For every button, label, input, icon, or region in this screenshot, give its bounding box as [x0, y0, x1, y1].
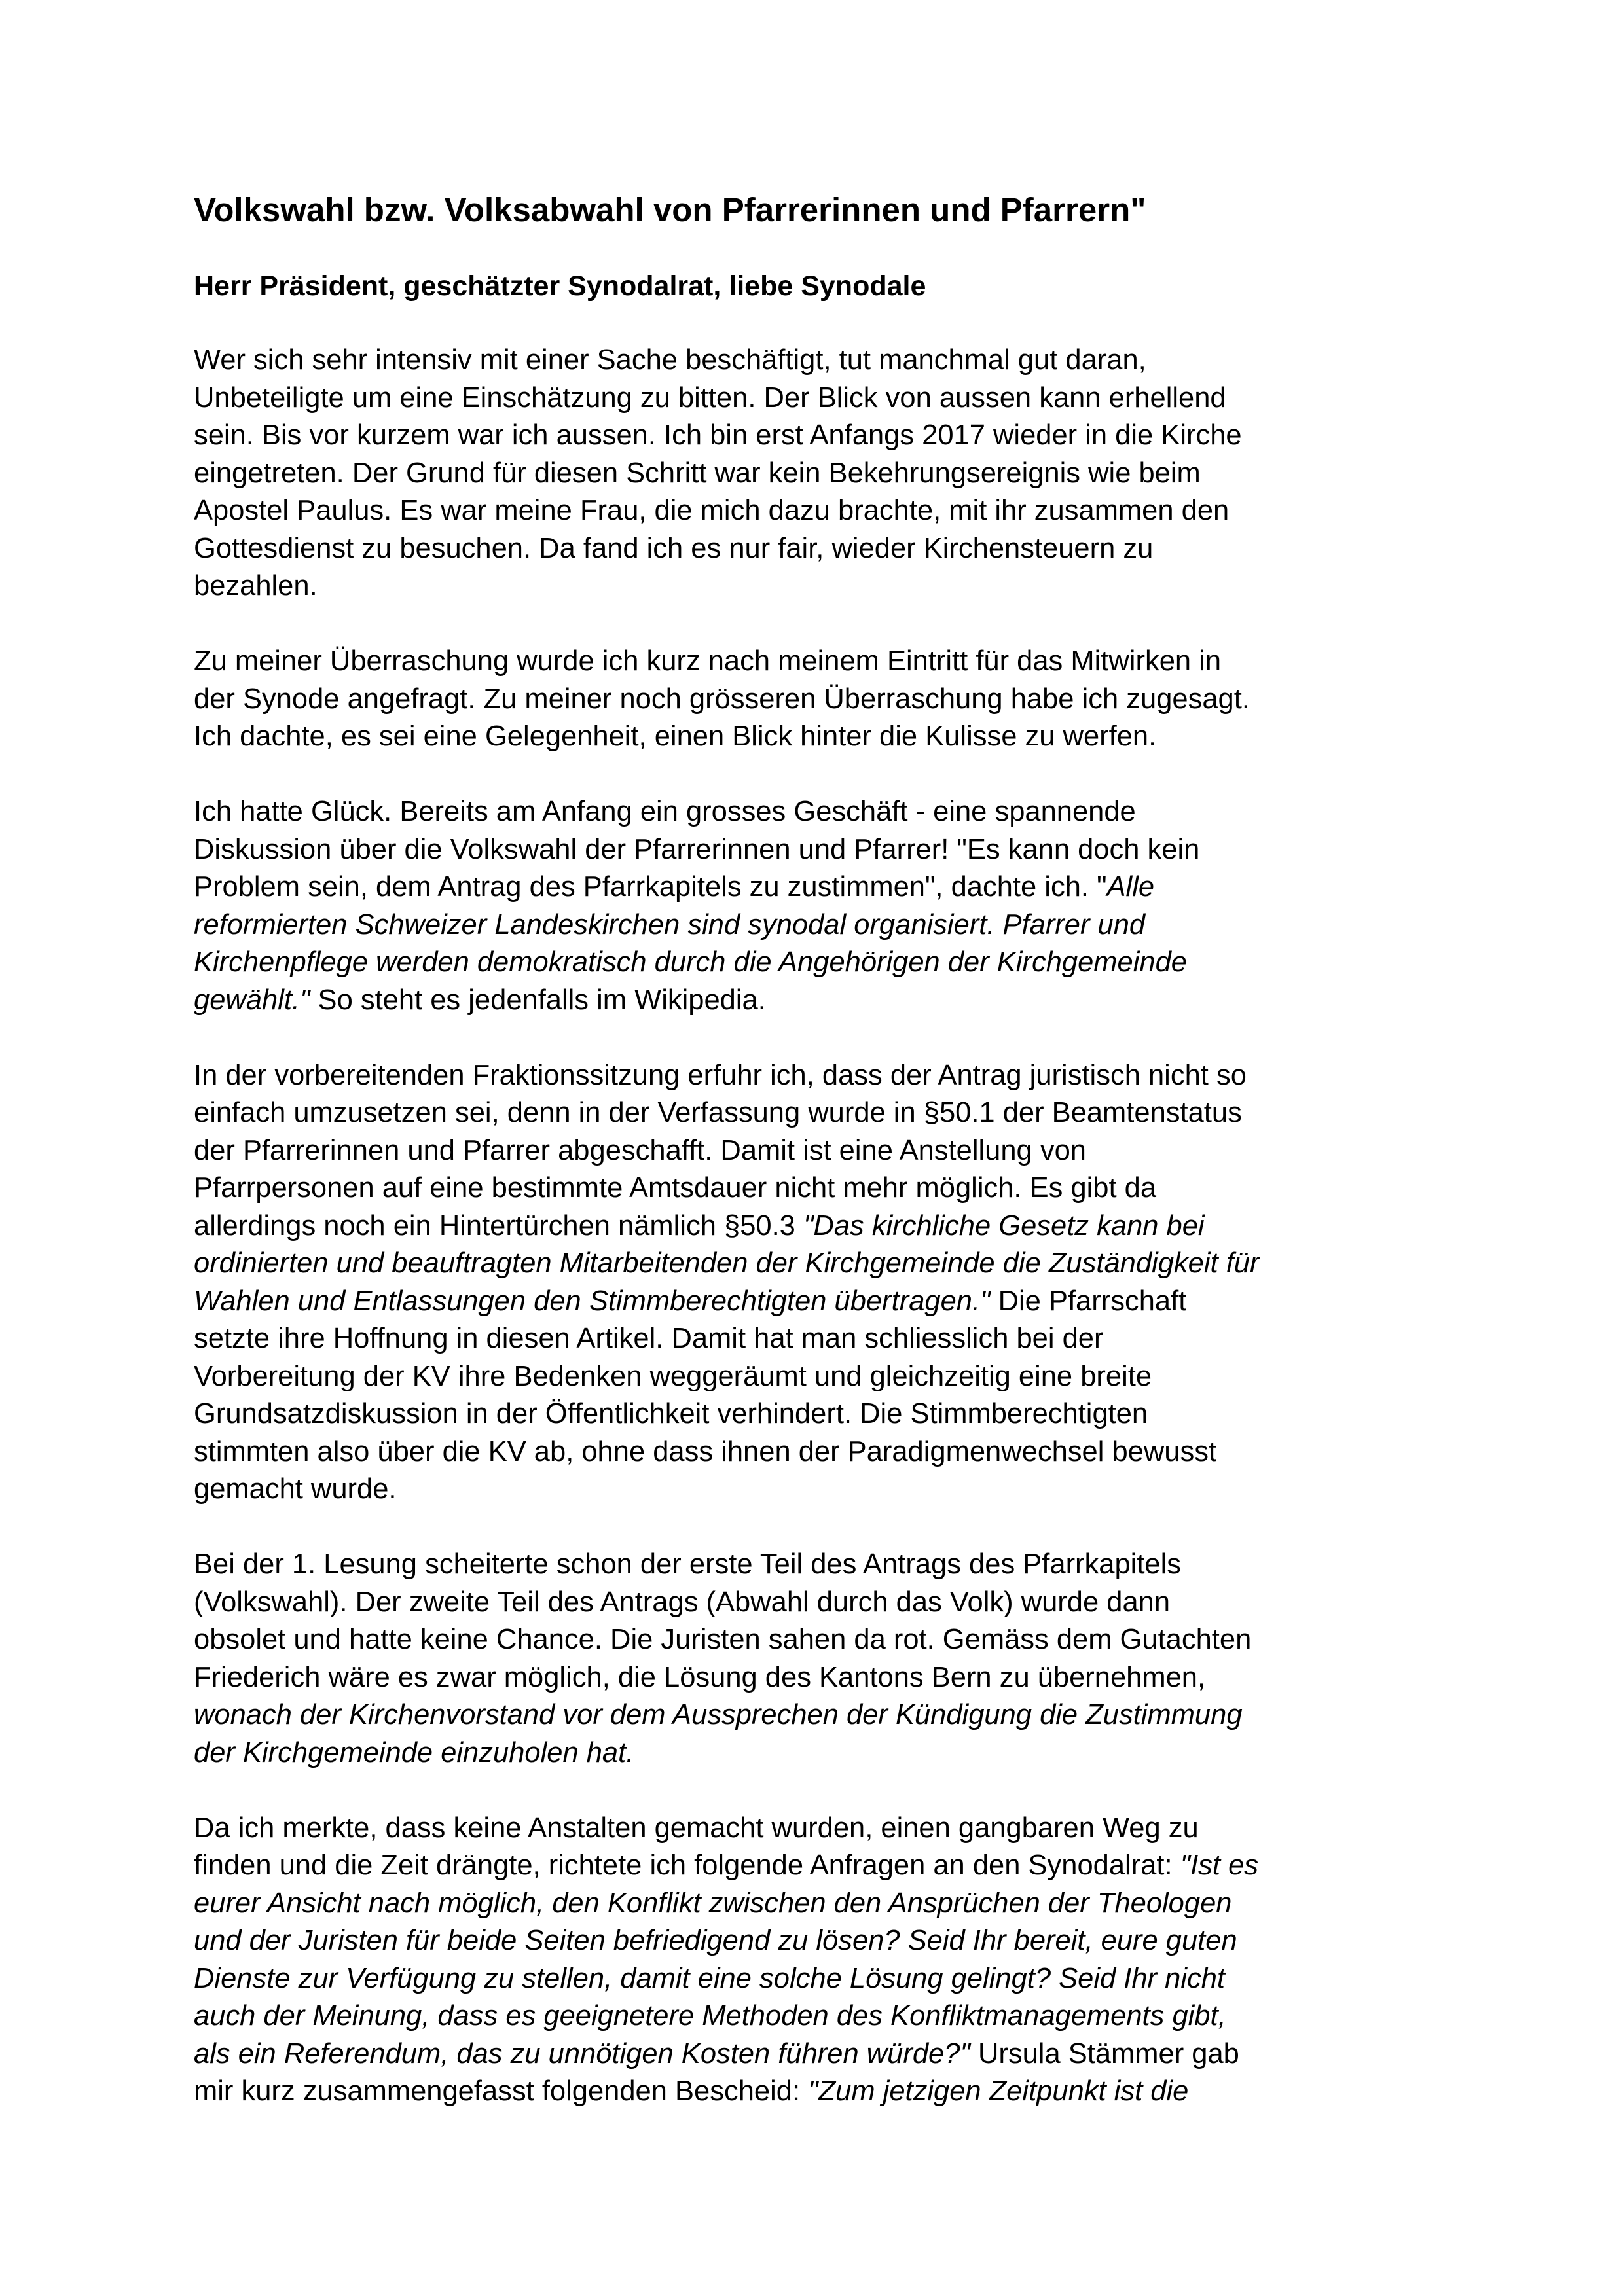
text-line [194, 681, 1441, 719]
text-line [194, 1320, 1441, 1358]
text-line [194, 1395, 1441, 1433]
text-line [194, 643, 1441, 681]
quoted-text: Alle [1106, 871, 1155, 903]
text-line [194, 1132, 1441, 1170]
text-segment: Wer sich sehr intensiv mit einer Sache beschäftigt, tut manchmal gut daran, [194, 344, 1146, 376]
text-line [194, 944, 1441, 982]
text-line [194, 567, 1441, 605]
quoted-text: ordinierten und beauftragten Mitarbeitenden der Kirchgemeinde die Zuständigkeit für [194, 1247, 1260, 1279]
text-line [194, 530, 1441, 568]
text-line [194, 982, 1441, 1020]
text-line [194, 1584, 1441, 1622]
text-segment: sein. Bis vor kurzem war ich aussen. Ich bin erst Anfangs 2017 wieder in die Kirche [194, 420, 1242, 451]
text-line [194, 1922, 1441, 1960]
text-line [194, 831, 1441, 869]
quoted-text: eurer Ansicht nach möglich, den Konflikt zwischen den Ansprüchen der Theologen [194, 1887, 1232, 1919]
text-segment: obsolet und hatte keine Chance. Die Juristen sahen da rot. Gemäss dem Gutachten [194, 1624, 1252, 1655]
text-segment: (Volkswahl). Der zweite Teil des Antrags (Abwahl durch das Volk) wurde dann [194, 1586, 1171, 1618]
document-title: Volkswahl bzw. Volksabwahl von Pfarrerinnen und Pfarrern" [194, 191, 1146, 228]
text-line [194, 1810, 1441, 1848]
text-line [194, 380, 1441, 418]
text-segment: Zu meiner Überraschung wurde ich kurz nach meinem Eintritt für das Mitwirken in [194, 645, 1222, 677]
text-line [194, 2036, 1441, 2073]
text-segment: Friederich wäre es zwar möglich, die Lösung des Kantons Bern zu übernehmen, [194, 1661, 1206, 1693]
text-line [194, 1734, 1441, 1772]
text-segment: setzte ihre Hoffnung in diesen Artikel. Damit hat man schliesslich bei der [194, 1323, 1104, 1354]
text-segment: Gottesdienst zu besuchen. Da fand ich es nur fair, wieder Kirchensteuern zu [194, 532, 1154, 564]
text-line [194, 1847, 1441, 1885]
text-line [194, 1960, 1441, 1998]
text-segment: gemacht wurde. [194, 1473, 397, 1505]
text-segment: Unbeteiligte um eine Einschätzung zu bitten. Der Blick von aussen kann erhellend [194, 382, 1226, 414]
quoted-text: "Ist es [1180, 1850, 1259, 1881]
text-line [194, 1358, 1441, 1396]
text-line [194, 1471, 1441, 1509]
text-line [194, 1546, 1441, 1584]
quoted-text: "Zum jetzigen Zeitpunkt ist die [808, 2075, 1189, 2107]
text-segment: eingetreten. Der Grund für diesen Schritt war kein Bekehrungsereignis wie beim [194, 457, 1201, 489]
quoted-text: gewählt." [194, 984, 310, 1016]
text-segment: Bei der 1. Lesung scheiterte schon der erste Teil des Antrags des Pfarrkapitels [194, 1549, 1182, 1580]
text-segment: Da ich merkte, dass keine Anstalten gemacht wurden, einen gangbaren Weg zu [194, 1812, 1199, 1844]
paragraph [194, 1810, 1441, 2111]
text-segment: bezahlen. [194, 570, 318, 601]
document-page [194, 190, 1441, 2148]
text-line [194, 1885, 1441, 1923]
text-line [194, 1659, 1441, 1697]
paragraph [194, 643, 1441, 756]
text-line [194, 1433, 1441, 1471]
quoted-text: und der Juristen für beide Seiten befriedigend zu lösen? Seid Ihr bereit, eure guten [194, 1925, 1237, 1956]
quoted-text: als ein Referendum, das zu unnötigen Kosten führen würde?" [194, 2037, 970, 2070]
text-line [194, 1094, 1441, 1132]
paragraph [194, 1057, 1441, 1509]
text-segment: Pfarrpersonen auf eine bestimmte Amtsdauer nicht mehr möglich. Es gibt da [194, 1172, 1157, 1204]
text-segment: Ursula Stämmer gab [970, 2037, 1239, 2070]
text-line [194, 1283, 1441, 1321]
text-segment: So steht es jedenfalls im Wikipedia. [310, 984, 766, 1016]
paragraph [194, 793, 1441, 1019]
text-line [194, 869, 1441, 906]
quoted-text: auch der Meinung, dass es geeignetere Methoden des Konfliktmanagements gibt, [194, 2000, 1226, 2032]
text-segment: Ich hatte Glück. Bereits am Anfang ein grosses Geschäft - eine spannende [194, 796, 1136, 827]
text-segment: In der vorbereitenden Fraktionssitzung erfuhr ich, dass der Antrag juristisch nicht so [194, 1059, 1247, 1091]
text-line [194, 342, 1441, 380]
text-line [194, 1208, 1441, 1246]
paragraph [194, 1546, 1441, 1772]
text-segment: Problem sein, dem Antrag des Pfarrkapitels zu zustimmen", dachte ich. " [194, 871, 1107, 903]
text-segment: Vorbereitung der KV ihre Bedenken weggeräumt und gleichzeitig eine breite [194, 1360, 1152, 1392]
text-line [194, 492, 1441, 530]
text-segment: stimmten also über die KV ab, ohne dass ihnen der Paradigmenwechsel bewusst [194, 1435, 1217, 1467]
text-segment: der Synode angefragt. Zu meiner noch grösseren Überraschung habe ich zugesagt. [194, 683, 1250, 715]
text-segment: allerdings noch ein Hintertürchen nämlich §50.3 [194, 1210, 803, 1242]
text-segment: Die Pfarrschaft [990, 1285, 1187, 1317]
quoted-text: Dienste zur Verfügung zu stellen, damit eine solche Lösung gelingt? Seid Ihr nicht [194, 1962, 1226, 1994]
text-line [194, 1057, 1441, 1095]
quoted-text: wonach der Kirchenvorstand vor dem Aussprechen der Kündigung die Zustimmung [194, 1699, 1243, 1731]
text-segment: der Pfarrerinnen und Pfarrer abgeschafft. Damit ist eine Anstellung von [194, 1134, 1086, 1166]
text-line [194, 793, 1441, 831]
text-line [194, 2073, 1441, 2111]
text-segment: Grundsatzdiskussion in der Öffentlichkeit verhindert. Die Stimmberechtigten [194, 1398, 1148, 1429]
text-segment: Apostel Paulus. Es war meine Frau, die mich dazu brachte, mit ihr zusammen den [194, 495, 1230, 526]
text-line [194, 718, 1441, 756]
paragraph [194, 342, 1441, 605]
quoted-text: der Kirchgemeinde einzuholen hat. [194, 1736, 634, 1768]
salutation: Herr Präsident, geschätzter Synodalrat, liebe Synodale [194, 270, 926, 302]
text-line [194, 417, 1441, 455]
text-line [194, 1245, 1441, 1283]
text-segment: mir kurz zusammengefasst folgenden Bescheid: [194, 2075, 809, 2107]
text-line [194, 1998, 1441, 2036]
text-line [194, 906, 1441, 944]
text-line [194, 1621, 1441, 1659]
quoted-text: "Das kirchliche Gesetz kann bei [803, 1210, 1205, 1242]
text-line [194, 455, 1441, 493]
text-segment: finden und die Zeit drängte, richtete ich folgende Anfragen an den Synodalrat: [194, 1850, 1180, 1881]
quoted-text: Kirchenpflege werden demokratisch durch die Angehörigen der Kirchgemeinde [194, 946, 1187, 978]
quoted-text: Wahlen und Entlassungen den Stimmberechtigten übertragen." [194, 1285, 991, 1317]
text-segment: einfach umzusetzen sei, denn in der Verfassung wurde in §50.1 der Beamtenstatus [194, 1097, 1242, 1128]
document-body [194, 342, 1441, 2111]
text-line [194, 1170, 1441, 1208]
text-line [194, 1696, 1441, 1734]
text-segment: Ich dachte, es sei eine Gelegenheit, einen Blick hinter die Kulisse zu werfen. [194, 721, 1157, 752]
quoted-text: reformierten Schweizer Landeskirchen sind synodal organisiert. Pfarrer und [194, 908, 1146, 941]
text-segment: Diskussion über die Volkswahl der Pfarrerinnen und Pfarrer! "Es kann doch kein [194, 833, 1200, 865]
